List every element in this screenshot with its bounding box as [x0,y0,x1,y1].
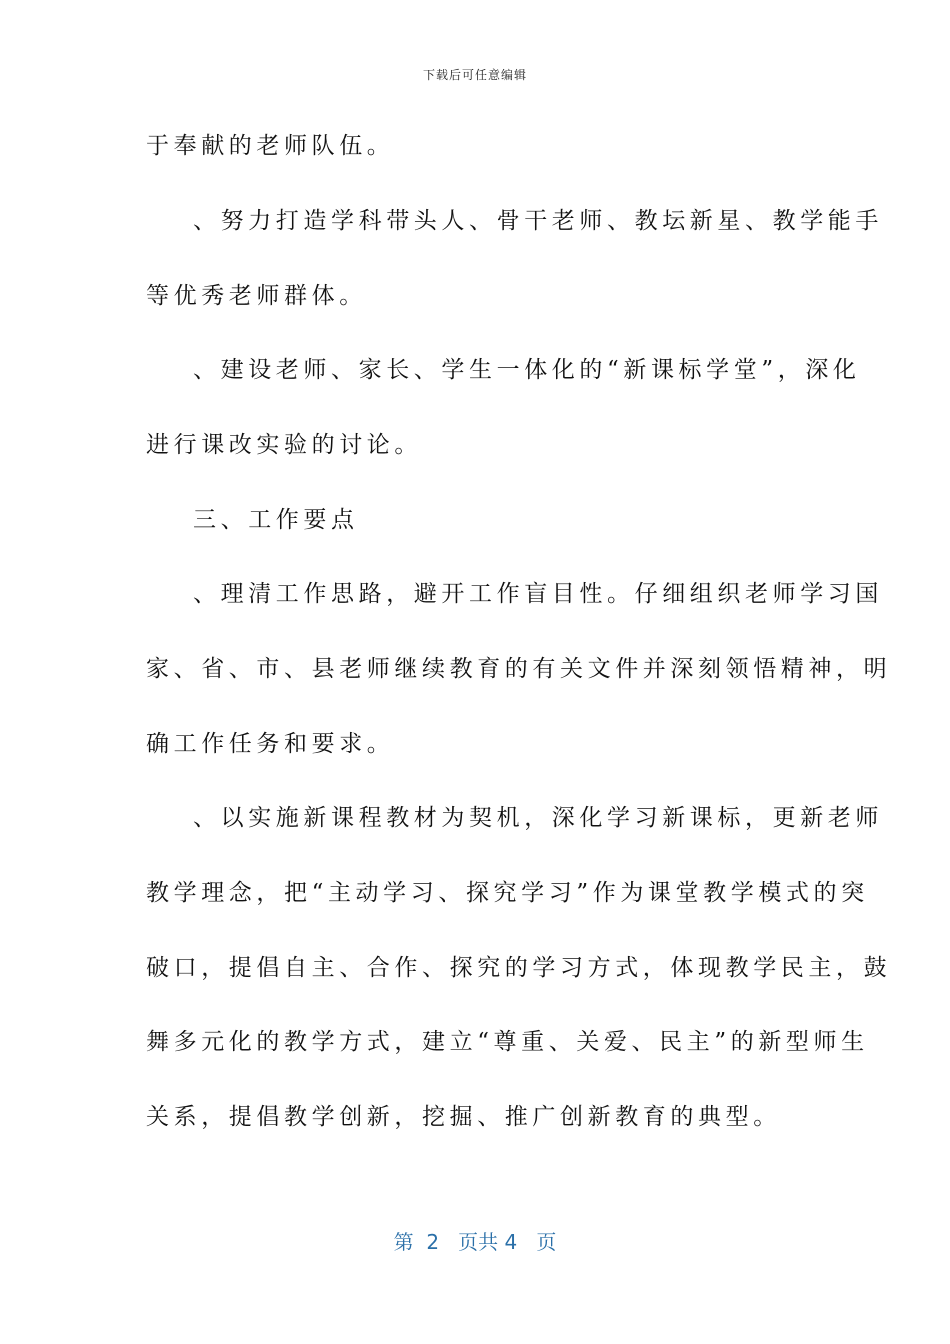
text-line: 等优秀老师群体。 [146,283,367,309]
text-line: 进行课改实验的讨论。 [146,432,422,458]
footer-current-page: 2 [426,1230,440,1254]
text-line: 于奉献的老师队伍。 [146,133,395,159]
text-line: 教学理念，把“主动学习、探究学习”作为课堂教学模式的突 [146,880,869,906]
text-line: 、努力打造学科带头人、骨干老师、教坛新星、教学能手 [193,208,883,234]
section-heading: 三、工作要点 [193,507,359,533]
text-line: 、理清工作思路，避开工作盲目性。仔细组织老师学习国 [193,581,883,607]
text-line: 、建设老师、家长、学生一体化的“新课标学堂”，深化 [193,357,861,383]
text-line: 破口，提倡自主、合作、探究的学习方式，体现教学民主，鼓 [146,955,892,981]
footer-middle: 页共 [458,1230,499,1254]
header-note: 下载后可任意编辑 [422,68,527,82]
text-line: 家、省、市、县老师继续教育的有关文件并深刻领悟精神，明 [146,656,892,682]
text-line: 舞多元化的教学方式，建立“尊重、关爱、民主”的新型师生 [146,1029,869,1055]
text-line: 、以实施新课程教材为契机，深化学习新课标，更新老师 [193,805,883,831]
footer-prefix: 第 [393,1230,414,1254]
page-footer [0,1226,950,1255]
footer-total-pages: 4 [504,1230,518,1254]
footer-suffix: 页 [536,1230,557,1254]
text-line: 确工作任务和要求。 [146,731,395,757]
text-line: 关系，提倡教学创新，挖掘、推广创新教育的典型。 [146,1104,781,1130]
